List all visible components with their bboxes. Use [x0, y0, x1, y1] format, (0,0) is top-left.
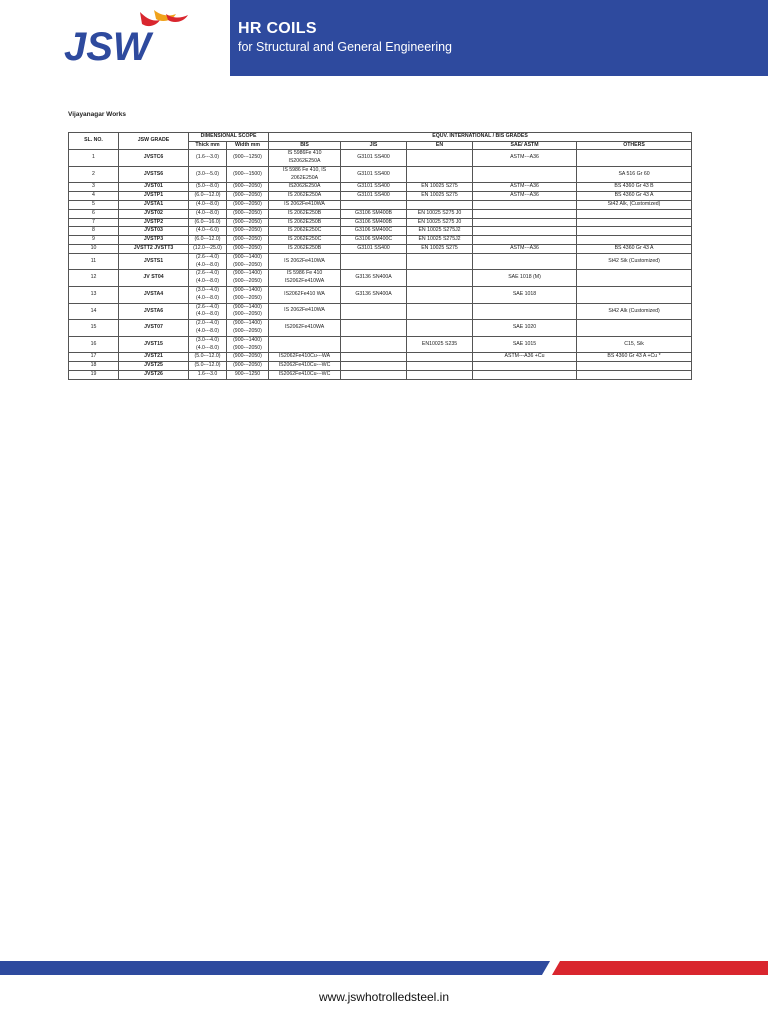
cell-bis	[269, 236, 341, 245]
cell-grade: JVST21	[119, 353, 189, 362]
cell-width	[227, 370, 269, 379]
cell-jis	[341, 320, 407, 337]
cell-width	[227, 303, 269, 320]
cell-sae: ASTM---A36	[473, 183, 577, 192]
table-row	[69, 286, 692, 303]
table-row	[69, 209, 692, 218]
cell-grade: JVSTS6	[119, 166, 189, 183]
col-dim-scope: DIMENSIONAL SCOPE	[189, 133, 269, 142]
cell-others	[577, 209, 692, 218]
cell-sl: 2	[69, 166, 119, 183]
cell-others	[577, 150, 692, 167]
cell-line: (5.0---12.0)	[194, 362, 221, 369]
cell-line: (6.0---16.0)	[194, 218, 221, 225]
col-width: Width mm	[227, 141, 269, 150]
cell-line: (900---1400)	[233, 270, 262, 277]
cell-bis	[269, 362, 341, 371]
cell-others: BS 4360 Gr 43 A +Cu *	[577, 353, 692, 362]
cell-sl: 15	[69, 320, 119, 337]
cell-sl: 10	[69, 244, 119, 253]
footer-stripe-red	[550, 961, 768, 975]
table-row	[69, 183, 692, 192]
cell-sae	[473, 370, 577, 379]
cell-line: IS 2062Fe410WA	[284, 257, 325, 264]
cell-jis: G3101 SS400	[341, 183, 407, 192]
cell-thick	[189, 200, 227, 209]
table-row	[69, 218, 692, 227]
cell-sl: 1	[69, 150, 119, 167]
cell-sl: 7	[69, 218, 119, 227]
cell-width	[227, 227, 269, 236]
cell-width	[227, 192, 269, 201]
table-row	[69, 303, 692, 320]
cell-bis	[269, 183, 341, 192]
cell-jis	[341, 303, 407, 320]
cell-others: C15, Sik	[577, 336, 692, 353]
cell-width	[227, 236, 269, 245]
cell-bis	[269, 200, 341, 209]
cell-en	[407, 166, 473, 183]
logo-text: JSW	[64, 25, 151, 69]
cell-en: EN 10025 S275	[407, 244, 473, 253]
cell-line: (2.6---4.0)	[195, 303, 220, 310]
cell-bis	[269, 218, 341, 227]
table-row	[69, 370, 692, 379]
cell-en	[407, 320, 473, 337]
cell-grade: JVSTP2	[119, 218, 189, 227]
cell-grade: JVSTS1	[119, 253, 189, 270]
cell-line: (900---1500)	[233, 170, 262, 177]
cell-jis: G3106 SM400B	[341, 209, 407, 218]
cell-line: IS 5986Fe 410	[287, 150, 322, 157]
cell-line: (900---1400)	[233, 336, 262, 343]
cell-bis	[269, 166, 341, 183]
cell-others	[577, 320, 692, 337]
cell-grade: JV ST04	[119, 270, 189, 287]
cell-line: IS 2062Fe410WA	[284, 200, 325, 207]
cell-line: (12.0---25.0)	[193, 244, 222, 251]
cell-sae	[473, 227, 577, 236]
cell-grade: JVST03	[119, 227, 189, 236]
cell-sae: ASTM---A36	[473, 244, 577, 253]
table-row	[69, 150, 692, 167]
cell-jis	[341, 370, 407, 379]
cell-en	[407, 303, 473, 320]
cell-grade: JVSTP3	[119, 236, 189, 245]
cell-width	[227, 183, 269, 192]
cell-sae: ASTM---A36	[473, 192, 577, 201]
col-grade: JSW GRADE	[119, 133, 189, 150]
cell-width	[227, 200, 269, 209]
cell-thick	[189, 183, 227, 192]
table-row	[69, 200, 692, 209]
cell-line: (900---2050)	[233, 327, 262, 334]
footer-stripe-blue	[0, 961, 552, 975]
cell-grade: JVSTP1	[119, 192, 189, 201]
cell-jis: G3106 SM400C	[341, 236, 407, 245]
cell-width	[227, 253, 269, 270]
cell-line: 1.6---3.0	[197, 370, 218, 377]
cell-others: BS 4360 Gr 43 A	[577, 192, 692, 201]
cell-sl: 13	[69, 286, 119, 303]
cell-sae: ASTM---A36	[473, 150, 577, 167]
col-sae: SAE/ ASTM	[473, 141, 577, 150]
cell-line: IS 2062E250C	[287, 236, 322, 243]
cell-grade: JVST25	[119, 362, 189, 371]
cell-thick	[189, 244, 227, 253]
cell-line: (900---2050)	[233, 192, 262, 199]
cell-jis: G3136 SN400A	[341, 270, 407, 287]
table-row	[69, 336, 692, 353]
cell-others: St42 Alk (Customized)	[577, 303, 692, 320]
cell-line: IS2062Fe410Cu---WA	[278, 353, 331, 360]
cell-line: (900---2050)	[233, 311, 262, 318]
table-row	[69, 353, 692, 362]
cell-grade: JVSTA6	[119, 303, 189, 320]
cell-bis	[269, 353, 341, 362]
cell-thick	[189, 209, 227, 218]
cell-line: (3.0---5.0)	[195, 170, 220, 177]
col-thick: Thick mm	[189, 141, 227, 150]
cell-jis: G3106 SM400C	[341, 227, 407, 236]
cell-grade: JVSTT2 JVSTT3	[119, 244, 189, 253]
cell-grade: JVST07	[119, 320, 189, 337]
cell-width	[227, 270, 269, 287]
cell-width	[227, 320, 269, 337]
cell-bis	[269, 192, 341, 201]
cell-width	[227, 209, 269, 218]
cell-sl: 3	[69, 183, 119, 192]
table-row	[69, 253, 692, 270]
cell-line: (4.0---8.0)	[195, 200, 220, 207]
cell-thick	[189, 336, 227, 353]
cell-thick	[189, 353, 227, 362]
cell-en	[407, 200, 473, 209]
cell-grade: JVST26	[119, 370, 189, 379]
cell-line: IS 2062E250B	[287, 209, 322, 216]
grade-table-wrapper	[68, 132, 691, 380]
cell-thick	[189, 362, 227, 371]
grade-table-body	[69, 150, 692, 380]
cell-line: (900---2050)	[233, 261, 262, 268]
cell-others	[577, 362, 692, 371]
cell-line: (4.0---6.0)	[195, 227, 220, 234]
cell-sl: 4	[69, 192, 119, 201]
cell-line: (900---2050)	[233, 294, 262, 301]
cell-jis	[341, 353, 407, 362]
cell-line: (900---2050)	[233, 236, 262, 243]
cell-bis	[269, 336, 341, 353]
cell-line: (3.0---4.0)	[195, 336, 220, 343]
cell-others: St42 Alk, (Customized)	[577, 200, 692, 209]
cell-bis	[269, 270, 341, 287]
cell-line: (3.0---4.0)	[195, 286, 220, 293]
cell-line: IS 2062E250B	[287, 244, 322, 251]
col-bis: BIS	[269, 141, 341, 150]
cell-line: (900---2050)	[233, 353, 262, 360]
cell-width	[227, 244, 269, 253]
cell-others	[577, 227, 692, 236]
cell-sae	[473, 362, 577, 371]
cell-line: (900---2050)	[233, 183, 262, 190]
cell-line: (900---1400)	[233, 253, 262, 260]
cell-line: (900---2050)	[233, 200, 262, 207]
cell-sl: 6	[69, 209, 119, 218]
cell-en	[407, 253, 473, 270]
cell-line: (2.6---4.0)	[195, 253, 220, 260]
cell-sae: SAE 1020	[473, 320, 577, 337]
cell-sl: 19	[69, 370, 119, 379]
cell-bis	[269, 370, 341, 379]
cell-jis: G3101 SS400	[341, 244, 407, 253]
cell-sae	[473, 303, 577, 320]
header-subtitle: for Structural and General Engineering	[238, 40, 453, 54]
cell-line: IS2062Fe410 WA	[284, 290, 325, 297]
cell-thick	[189, 286, 227, 303]
cell-sae	[473, 218, 577, 227]
cell-sae: SAE 1018	[473, 286, 577, 303]
cell-bis	[269, 320, 341, 337]
cell-bis	[269, 244, 341, 253]
cell-line: (4.0---8.0)	[195, 344, 220, 351]
cell-line: (900---2050)	[233, 362, 262, 369]
cell-bis	[269, 227, 341, 236]
cell-en	[407, 370, 473, 379]
cell-bis	[269, 150, 341, 167]
cell-sl: 14	[69, 303, 119, 320]
cell-line: (900---2050)	[233, 344, 262, 351]
cell-jis	[341, 200, 407, 209]
cell-line: (6.0---12.0)	[194, 236, 221, 243]
cell-grade: JVST15	[119, 336, 189, 353]
cell-line: (900---1400)	[233, 286, 262, 293]
cell-sae	[473, 236, 577, 245]
cell-line: (900---1400)	[233, 320, 262, 327]
cell-line: (2.6---4.0)	[195, 270, 220, 277]
cell-others: SA 516 Gr 60	[577, 166, 692, 183]
cell-bis	[269, 303, 341, 320]
cell-line: (900---1400)	[233, 303, 262, 310]
col-sl-no: SL. NO.	[69, 133, 119, 150]
cell-width	[227, 336, 269, 353]
cell-line: IS 2062Fe410WA	[284, 307, 325, 314]
cell-thick	[189, 270, 227, 287]
cell-line: IS2062E250A	[288, 183, 321, 190]
col-others: OTHERS	[577, 141, 692, 150]
cell-others	[577, 218, 692, 227]
cell-en: EN 10025 S275 J0	[407, 209, 473, 218]
cell-jis	[341, 253, 407, 270]
cell-jis: G3106 SM400B	[341, 218, 407, 227]
cell-thick	[189, 192, 227, 201]
cell-sl: 5	[69, 200, 119, 209]
cell-grade: JVSTA4	[119, 286, 189, 303]
cell-sae	[473, 253, 577, 270]
cell-grade: JVSTA1	[119, 200, 189, 209]
table-row	[69, 192, 692, 201]
cell-width	[227, 353, 269, 362]
cell-sl: 18	[69, 362, 119, 371]
cell-line: IS2062Fe410Cu---WC	[278, 362, 331, 369]
cell-jis: G3101 SS400	[341, 166, 407, 183]
cell-en	[407, 150, 473, 167]
website-url: www.jswhotrolledsteel.in	[318, 990, 450, 1004]
cell-line: IS2062Fe410WA	[284, 278, 325, 285]
cell-others: BS 4360 Gr 43 A	[577, 244, 692, 253]
cell-thick	[189, 370, 227, 379]
cell-line: (900---1250)	[233, 154, 262, 161]
header-title: HR COILS	[238, 20, 317, 37]
cell-en	[407, 353, 473, 362]
cell-sae: SAE 1015	[473, 336, 577, 353]
cell-width	[227, 286, 269, 303]
cell-en: EN 10025 S275	[407, 183, 473, 192]
cell-grade: JVSTC6	[119, 150, 189, 167]
cell-thick	[189, 303, 227, 320]
col-equiv: EQUV. INTERNATIONAL / BIS GRADES	[269, 133, 692, 142]
cell-jis: G3101 SS400	[341, 150, 407, 167]
cell-line: (5.0---8.0)	[195, 183, 220, 190]
cell-width	[227, 150, 269, 167]
cell-bis	[269, 286, 341, 303]
cell-thick	[189, 166, 227, 183]
table-row	[69, 244, 692, 253]
cell-line: IS2062Fe410WA	[284, 324, 325, 331]
cell-en: EN10025 S235	[407, 336, 473, 353]
cell-jis	[341, 362, 407, 371]
cell-line: IS 2062E250B	[287, 218, 322, 225]
header-band	[230, 0, 768, 76]
cell-en	[407, 286, 473, 303]
cell-jis: G3136 SN400A	[341, 286, 407, 303]
table-row	[69, 166, 692, 183]
cell-sae	[473, 166, 577, 183]
cell-thick	[189, 218, 227, 227]
cell-sl: 11	[69, 253, 119, 270]
cell-en	[407, 270, 473, 287]
cell-width	[227, 218, 269, 227]
cell-width	[227, 166, 269, 183]
cell-grade: JVST01	[119, 183, 189, 192]
cell-line: (4.0---8.0)	[195, 261, 220, 268]
cell-others	[577, 370, 692, 379]
table-row	[69, 270, 692, 287]
cell-en	[407, 362, 473, 371]
cell-thick	[189, 227, 227, 236]
cell-en: EN 10025 S275 J0	[407, 218, 473, 227]
cell-sae	[473, 209, 577, 218]
cell-others: St42 Sik (Customized)	[577, 253, 692, 270]
cell-line: IS 5986 Fe 410, IS	[282, 166, 327, 173]
table-row	[69, 362, 692, 371]
table-row	[69, 227, 692, 236]
cell-line: (2.0---4.0)	[195, 320, 220, 327]
cell-sl: 17	[69, 353, 119, 362]
cell-jis: G3101 SS400	[341, 192, 407, 201]
cell-line: IS 2062E250C	[287, 227, 322, 234]
cell-sl: 8	[69, 227, 119, 236]
cell-thick	[189, 236, 227, 245]
cell-line: 2062E250A	[290, 174, 319, 181]
cell-sae	[473, 200, 577, 209]
cell-thick	[189, 150, 227, 167]
cell-line: (4.0---8.0)	[195, 294, 220, 301]
cell-sl: 12	[69, 270, 119, 287]
cell-line: (4.0---8.0)	[195, 311, 220, 318]
cell-line: (6.0---12.0)	[194, 192, 221, 199]
cell-line: (4.0---8.0)	[195, 327, 220, 334]
table-row	[69, 320, 692, 337]
grade-table	[68, 132, 692, 380]
cell-line: 900---1250	[234, 370, 261, 377]
cell-others: BS 4360 Gr 43 B	[577, 183, 692, 192]
cell-bis	[269, 253, 341, 270]
header-row-1	[69, 133, 692, 142]
cell-thick	[189, 253, 227, 270]
cell-sl: 16	[69, 336, 119, 353]
cell-others	[577, 236, 692, 245]
cell-en: EN 10025 S275	[407, 192, 473, 201]
cell-others	[577, 286, 692, 303]
cell-en: EN 10025 S275J2	[407, 227, 473, 236]
cell-line: IS 5986 Fe 410	[286, 270, 323, 277]
cell-line: (5.0---12.0)	[194, 353, 221, 360]
cell-jis	[341, 336, 407, 353]
cell-others	[577, 270, 692, 287]
cell-line: (900---2050)	[233, 218, 262, 225]
cell-line: IS 2062E250A	[287, 192, 322, 199]
cell-line: (4.0---8.0)	[195, 278, 220, 285]
col-jis: JIS	[341, 141, 407, 150]
cell-line: IS2062Fe410Cu---WC	[278, 370, 331, 377]
cell-sae: ASTM---A36 +Cu	[473, 353, 577, 362]
cell-line: (900---2050)	[233, 244, 262, 251]
cell-line: (4.0---8.0)	[195, 209, 220, 216]
cell-line: (900---2050)	[233, 227, 262, 234]
works-label: Vijayanagar Works	[68, 111, 126, 118]
cell-sl: 9	[69, 236, 119, 245]
cell-line: (900---2050)	[233, 278, 262, 285]
col-en: EN	[407, 141, 473, 150]
cell-bis	[269, 209, 341, 218]
jsw-logo	[62, 10, 194, 70]
cell-grade: JVST02	[119, 209, 189, 218]
cell-sae: SAE 1018 (M)	[473, 270, 577, 287]
cell-line: IS2062E250A	[288, 157, 321, 164]
cell-width	[227, 362, 269, 371]
cell-line: (1.6---3.0)	[195, 154, 220, 161]
cell-thick	[189, 320, 227, 337]
cell-en: EN 10025 S275J2	[407, 236, 473, 245]
table-row	[69, 236, 692, 245]
cell-line: (900---2050)	[233, 209, 262, 216]
